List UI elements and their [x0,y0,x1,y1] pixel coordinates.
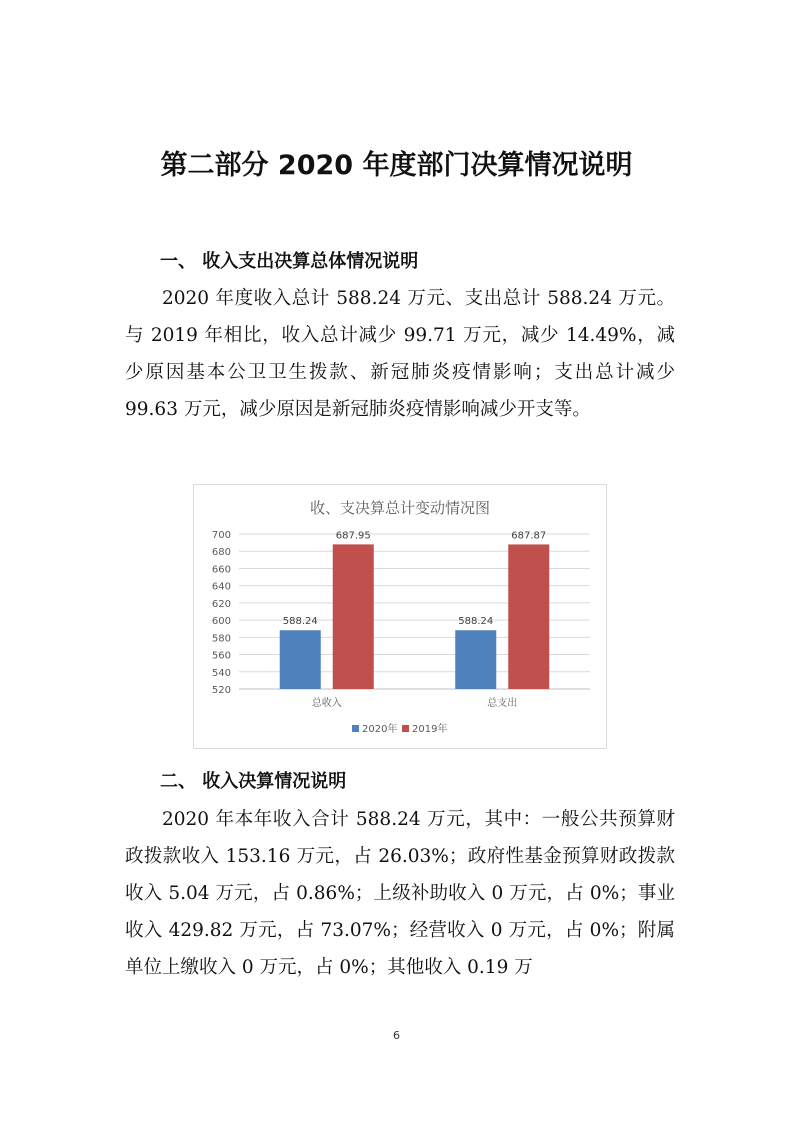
section-paragraph-income: 2020 年本年收入合计 588.24 万元，其中：一般公共预算财政拨款收入 153.16 万元，占 26.03%；政府性基金预算财政拨款收入 5.04 万元，占 0.86%；上级补助收入 0 万元，占 0%；事业收入 429.82 万元，占 73.07%；经营收入 0 万元，占 0%；附属单位上缴收入 0 万元，占 0%；其他收入 0.19 万 [125,809,675,978]
legend-label: 2019年 [412,724,448,735]
x-category-label: 总支出 [487,698,518,709]
bar [280,630,321,689]
bar-data-label: 588.24 [282,616,318,628]
y-tick-label: 520 [211,685,231,696]
section-paragraph-income-expense: 2020 年度收入总计 588.24 万元、支出总计 588.24 万元。与 2019 年相比，收入总计减少 99.71 万元，减少 14.49%，减少原因基本公卫卫生拨款、新冠肺炎疫情影响；支出总计减少 99.63 万元，减少原因是新冠肺炎疫情影响减少开支等。 [125,288,675,420]
bar [455,630,496,689]
legend-label: 2020年 [362,724,398,735]
y-tick-label: 660 [211,564,231,576]
income-expense-chart [193,484,607,749]
page-number: 6 [393,1029,400,1042]
y-tick-label: 600 [211,616,231,628]
bar-data-label: 588.24 [458,616,494,628]
section-heading-income: 二、 收入决算情况说明 [160,771,347,792]
bar [508,544,549,689]
bar-data-label: 687.95 [335,530,371,542]
y-tick-label: 680 [211,547,231,559]
chart-canvas [194,485,606,748]
legend-swatch [352,725,359,732]
y-tick-label: 640 [211,581,231,593]
section-heading-income-expense: 一、 收入支出决算总体情况说明 [160,251,419,272]
bar [333,544,374,689]
y-tick-label: 580 [211,633,231,645]
legend-swatch [402,725,409,732]
x-category-label: 总收入 [311,698,342,709]
y-tick-label: 620 [211,598,231,610]
y-tick-label: 560 [211,650,231,662]
chart-title: 收、支决算总计变动情况图 [309,499,491,517]
y-tick-label: 700 [211,530,231,541]
bar-data-label: 687.87 [511,530,547,542]
page-title: 第二部分 2020 年度部门决算情况说明 [160,150,633,181]
y-tick-label: 540 [211,667,231,679]
